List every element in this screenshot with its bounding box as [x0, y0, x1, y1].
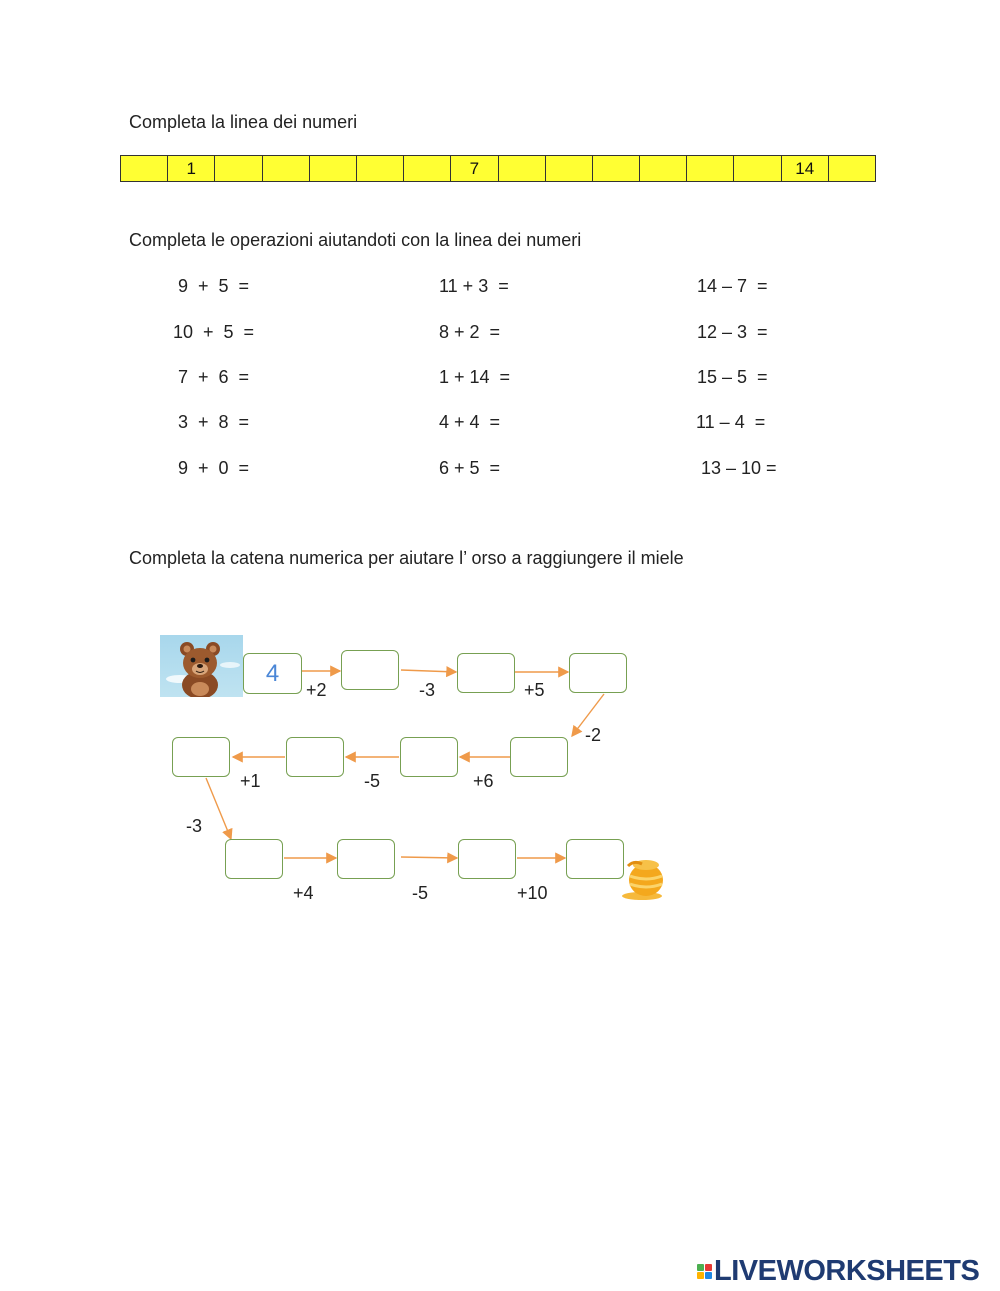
number-line-cell: 1 [168, 156, 215, 181]
operation[interactable]: 4 + 4 = [439, 412, 501, 432]
chain-box[interactable] [510, 737, 568, 777]
chain-box[interactable] [457, 653, 515, 693]
logo-block [697, 1264, 704, 1271]
chain-box[interactable] [337, 839, 395, 879]
operation[interactable]: 15 – 5 = [697, 367, 768, 387]
chain-label: -5 [412, 883, 429, 903]
chain-label: -3 [419, 680, 436, 700]
chain-label: -3 [186, 816, 203, 836]
operations-heading: Completa le operazioni aiutandoti con la linea dei numeri [129, 230, 582, 250]
chain-box[interactable] [172, 737, 230, 777]
chain-label: +2 [306, 680, 327, 700]
honey-pot-icon [620, 852, 670, 902]
operation[interactable]: 8 + 2 = [439, 322, 501, 342]
operation[interactable]: 9 + 0 = [178, 458, 250, 478]
chain-box[interactable] [225, 839, 283, 879]
chain-box[interactable] [400, 737, 458, 777]
operation[interactable]: 7 + 6 = [178, 367, 250, 387]
chain-box[interactable] [458, 839, 516, 879]
chain-box[interactable] [566, 839, 624, 879]
operation[interactable]: 11 + 3 = [439, 276, 509, 296]
number-line-cell: 14 [782, 156, 829, 181]
chain-heading: Completa la catena numerica per aiutare l’ orso a raggiungere il miele [129, 548, 684, 568]
chain-start-value: 4 [265, 659, 280, 687]
chain-label: +5 [524, 680, 545, 700]
chain-label: +10 [517, 883, 548, 903]
operation[interactable]: 6 + 5 = [439, 458, 501, 478]
logo-block [705, 1272, 712, 1279]
logo-text: LIVEWORKSHEETS [714, 1254, 980, 1287]
chain-box-start [243, 653, 302, 694]
operation[interactable]: 10 + 5 = [173, 322, 255, 342]
chain-box[interactable] [286, 737, 344, 777]
operation[interactable]: 14 – 7 = [697, 276, 768, 296]
number-line-cell: 7 [451, 156, 498, 181]
chain-box[interactable] [569, 653, 627, 693]
chain-box[interactable] [341, 650, 399, 690]
logo-block [697, 1272, 704, 1279]
chain-arrow [401, 857, 457, 858]
operation[interactable]: 12 – 3 = [697, 322, 768, 342]
logo-blocks [697, 1264, 712, 1279]
chain-label: -5 [364, 771, 381, 791]
chain-arrow [206, 778, 231, 839]
chain-label: -2 [585, 725, 602, 745]
chain-arrow [401, 670, 456, 672]
logo-block [705, 1264, 712, 1271]
bear-image [160, 635, 243, 697]
liveworksheets-logo [697, 1256, 979, 1286]
operation[interactable]: 9 + 5 = [178, 276, 250, 296]
chain-label: +1 [240, 771, 261, 791]
operation[interactable]: 3 + 8 = [178, 412, 250, 432]
operation[interactable]: 13 – 10 = [701, 458, 777, 478]
number-line-heading: Completa la linea dei numeri [129, 112, 358, 132]
chain-label: +6 [473, 771, 494, 791]
operation[interactable]: 1 + 14 = [439, 367, 511, 387]
chain-label: +4 [293, 883, 314, 903]
operation[interactable]: 11 – 4 = [696, 412, 766, 432]
